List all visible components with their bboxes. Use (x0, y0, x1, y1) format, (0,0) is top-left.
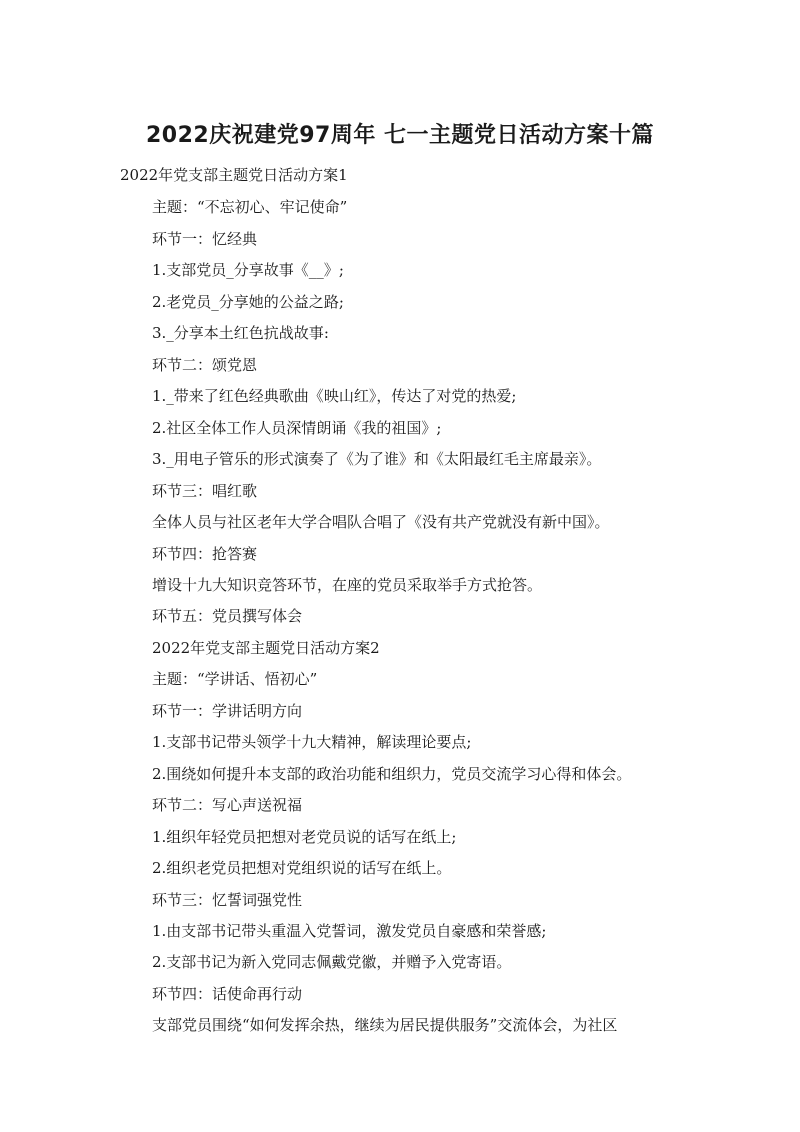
paragraph-line: 支部党员围绕“如何发挥余热，继续为居民提供服务”交流体会，为社区 (152, 1016, 618, 1034)
paragraph-line: 2.围绕如何提升本支部的政治功能和组织力，党员交流学习心得和体会。 (152, 765, 632, 783)
plan-1-section-4: 环节四：抢答赛 (152, 545, 258, 563)
plan-2-section-1: 环节一：学讲话明方向 (152, 702, 303, 720)
paragraph-line: 1.组织年轻党员把想对老党员说的话写在纸上; (152, 828, 457, 846)
paragraph-line: 全体人员与社区老年大学合唱队合唱了《没有共产党就没有新中国》。 (152, 513, 610, 531)
plan-2-theme: 主题：“学讲话、悟初心” (152, 670, 318, 688)
plan-1-section-3: 环节三：唱红歌 (152, 482, 258, 500)
paragraph-line: 3._分享本土红色抗战故事: (152, 324, 329, 342)
paragraph-line: 1._带来了红色经典歌曲《映山红》，传达了对党的热爱; (152, 387, 517, 405)
plan-1-heading: 2022年党支部主题党日活动方案1 (120, 166, 348, 184)
paragraph-line: 2.社区全体工作人员深情朗诵《我的祖国》; (152, 419, 442, 437)
paragraph-line: 2.老党员_分享她的公益之路; (152, 293, 344, 311)
paragraph-line: 2.组织老党员把想对党组织说的话写在纸上。 (152, 859, 452, 877)
plan-2-section-4: 环节四：话使命再行动 (152, 985, 303, 1003)
plan-1-section-2: 环节二：颂党恩 (152, 356, 258, 374)
document-title: 2022庆祝建党97周年 七一主题党日活动方案十篇 (145, 123, 654, 148)
paragraph-line: 2.支部书记为新入党同志佩戴党徽，并赠予入党寄语。 (152, 953, 512, 971)
plan-2-section-2: 环节二：写心声送祝福 (152, 796, 303, 814)
paragraph-line: 1.支部党员_分享故事《__》; (152, 261, 344, 279)
paragraph-line: 1.支部书记带头领学十九大精神，解读理论要点; (152, 733, 472, 751)
plan-2-heading: 2022年党支部主题党日活动方案2 (152, 639, 380, 657)
plan-1-section-5: 环节五：党员撰写体会 (152, 607, 303, 625)
paragraph-line: 1.由支部书记带头重温入党誓词，激发党员自豪感和荣誉感; (152, 922, 547, 940)
paragraph-line: 增设十九大知识竞答环节，在座的党员采取举手方式抢答。 (152, 576, 543, 594)
plan-1-theme: 主题：“不忘初心、牢记使命” (152, 198, 348, 216)
paragraph-line: 3._用电子管乐的形式演奏了《为了谁》和《太阳最红毛主席最亲》。 (152, 450, 602, 468)
plan-1-section-1: 环节一：忆经典 (152, 230, 258, 248)
plan-2-section-3: 环节三：忆誓词强党性 (152, 891, 303, 909)
